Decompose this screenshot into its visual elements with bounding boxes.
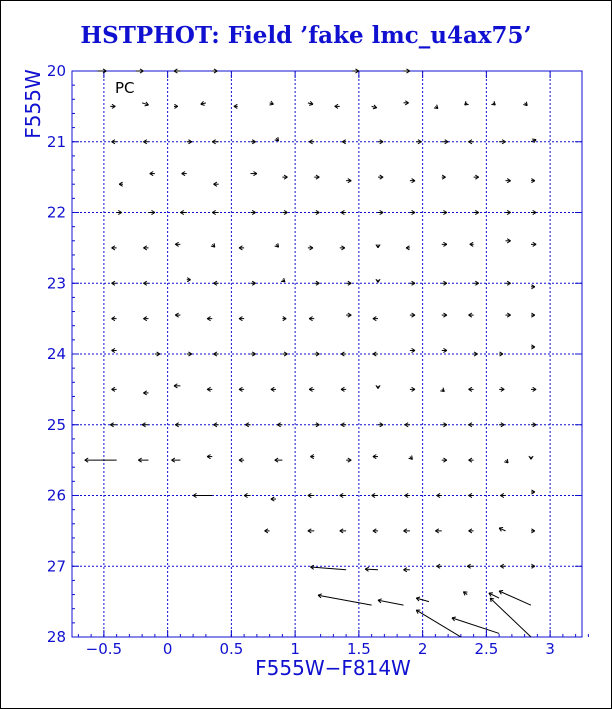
vector-162 <box>271 497 276 501</box>
vector-head-1 <box>434 108 438 109</box>
vector-78 <box>187 278 191 282</box>
vector-94 <box>239 317 244 321</box>
vector-104 <box>112 348 117 352</box>
vector-85 <box>410 281 415 285</box>
vector-61 <box>531 210 536 214</box>
vector-head-1 <box>281 281 285 282</box>
vector-head-1 <box>452 617 456 618</box>
vector-37 <box>214 182 219 186</box>
vector-154 <box>373 454 378 458</box>
vector-153 <box>346 458 351 462</box>
y-axis-label: F555W <box>21 69 45 139</box>
vector-shaft <box>378 600 404 605</box>
vector-100 <box>442 313 447 317</box>
vector-130 <box>499 387 504 391</box>
y-tick-label-6: 26 <box>46 486 66 505</box>
vector-57 <box>410 210 415 214</box>
vector-51 <box>212 210 218 214</box>
vector-54 <box>314 210 319 214</box>
vector-150 <box>239 458 244 462</box>
vector-108 <box>251 352 256 356</box>
vector-123 <box>271 387 276 391</box>
vector-121 <box>207 387 212 391</box>
vector-18 <box>491 101 495 105</box>
vector-95 <box>282 317 286 321</box>
vector-56 <box>378 210 383 214</box>
y-tick-label-8: 28 <box>46 628 66 646</box>
vector-29 <box>416 140 421 144</box>
vector-92 <box>175 313 180 317</box>
y-tick-label-3: 23 <box>46 274 66 293</box>
vector-64 <box>175 242 180 246</box>
vector-12 <box>308 101 313 105</box>
vector-79 <box>214 281 219 285</box>
vector-119 <box>143 391 148 395</box>
vector-47 <box>531 179 535 183</box>
vector-5 <box>404 69 410 73</box>
vector-head-1 <box>491 104 495 105</box>
vector-head-1 <box>309 104 313 105</box>
vector-head-1 <box>318 594 322 595</box>
vector-74 <box>506 239 511 243</box>
vector-87 <box>474 281 479 285</box>
vector-143 <box>469 423 474 427</box>
vector-70 <box>376 244 380 248</box>
vector-34 <box>119 182 123 186</box>
vector-165 <box>372 493 378 497</box>
vector-head-1 <box>373 108 377 109</box>
vector-76 <box>112 281 117 285</box>
y-tick-label-2: 22 <box>46 203 66 222</box>
vector-82 <box>314 281 319 285</box>
vector-177 <box>469 529 474 533</box>
vector-77 <box>143 281 148 285</box>
vector-93 <box>207 317 212 321</box>
vector-110 <box>314 352 319 356</box>
vectors <box>85 69 536 637</box>
vector-195 <box>490 598 531 637</box>
vector-106 <box>187 352 192 356</box>
vector-97 <box>346 313 351 317</box>
vector-188 <box>378 599 404 605</box>
vector-194 <box>452 617 499 633</box>
vector-38 <box>251 171 257 175</box>
vector-117 <box>531 345 535 349</box>
vector-41 <box>346 179 351 183</box>
vector-173 <box>340 529 346 533</box>
vector-53 <box>282 210 287 214</box>
vector-152 <box>310 454 314 458</box>
vector-head-1 <box>499 590 503 591</box>
vector-42 <box>378 175 383 179</box>
vector-68 <box>308 246 313 250</box>
vector-86 <box>442 281 447 285</box>
vector-136 <box>245 423 250 427</box>
vector-69 <box>340 246 345 250</box>
vector-168 <box>469 493 474 497</box>
vector-192 <box>499 590 531 605</box>
x-tick-label-6: 2.5 <box>474 640 499 658</box>
vector-141 <box>405 423 410 427</box>
vector-170 <box>531 490 535 494</box>
vector-175 <box>404 529 410 533</box>
vector-160 <box>193 493 212 497</box>
vector-142 <box>442 423 447 427</box>
vector-3 <box>212 69 217 73</box>
x-tick-label-0: −0.5 <box>85 640 123 658</box>
vector-9 <box>201 101 206 105</box>
vector-187 <box>318 594 372 605</box>
vector-0 <box>98 69 107 73</box>
vector-20 <box>112 140 117 144</box>
vector-184 <box>467 564 473 568</box>
vector-65 <box>211 243 215 247</box>
vector-15 <box>404 101 409 105</box>
vector-157 <box>469 458 474 462</box>
vector-14 <box>372 105 377 109</box>
vector-186 <box>531 564 535 568</box>
vector-32 <box>499 140 505 144</box>
vector-182 <box>404 568 410 572</box>
vector-44 <box>442 175 446 179</box>
vector-158 <box>504 459 508 463</box>
vector-shaft <box>365 569 378 570</box>
vector-115 <box>474 352 478 356</box>
y-tick-label-7: 27 <box>46 557 66 576</box>
vector-151 <box>275 458 283 462</box>
vector-155 <box>409 455 413 459</box>
vector-134 <box>175 423 180 427</box>
vector-16 <box>434 105 438 109</box>
vector-139 <box>341 423 346 427</box>
vector-83 <box>346 281 351 285</box>
vector-149 <box>207 454 212 458</box>
vector-17 <box>465 101 469 105</box>
vector-148 <box>171 458 180 462</box>
vector-120 <box>174 384 180 388</box>
y-tick-label-4: 24 <box>46 345 66 363</box>
vector-24 <box>251 140 256 144</box>
vector-125 <box>341 387 346 391</box>
vector-40 <box>314 175 319 179</box>
vector-43 <box>410 179 415 183</box>
vector-head-0 <box>532 139 536 140</box>
vector-107 <box>214 352 219 356</box>
vector-58 <box>442 210 447 214</box>
vector-103 <box>531 313 535 317</box>
x-tick-label-5: 2 <box>417 640 428 658</box>
vector-127 <box>410 387 415 391</box>
vector-50 <box>180 210 186 214</box>
vector-60 <box>506 210 511 214</box>
vector-62 <box>112 246 117 250</box>
vector-28 <box>378 140 383 144</box>
vector-67 <box>275 243 279 247</box>
vector-122 <box>239 387 244 391</box>
vector-head-1 <box>499 528 503 529</box>
vector-6 <box>110 104 115 108</box>
vector-126 <box>376 385 380 388</box>
vector-185 <box>500 564 505 568</box>
vector-46 <box>506 179 511 183</box>
vector-head-1 <box>270 104 274 105</box>
vector-shaft <box>490 598 531 637</box>
vector-4 <box>353 69 359 73</box>
vector-81 <box>281 278 285 282</box>
vector-11 <box>270 101 274 105</box>
vector-88 <box>506 281 511 285</box>
vector-124 <box>309 387 314 391</box>
vector-30 <box>442 140 448 144</box>
vector-head-1 <box>378 599 382 600</box>
vector-174 <box>373 529 378 533</box>
vector-178 <box>499 528 505 532</box>
vector-55 <box>341 210 346 214</box>
vector-169 <box>500 493 505 497</box>
vector-head-1 <box>440 391 444 392</box>
vector-118 <box>112 387 117 391</box>
y-tick-label-1: 21 <box>46 132 66 151</box>
vector-10 <box>234 104 238 108</box>
vector-head-0 <box>201 104 205 105</box>
vector-132 <box>110 423 116 427</box>
vector-179 <box>531 529 535 533</box>
vector-129 <box>469 387 474 391</box>
vector-head-1 <box>416 597 420 598</box>
vector-80 <box>251 281 256 285</box>
vector-133 <box>142 423 148 427</box>
vector-90 <box>112 317 117 321</box>
vector-22 <box>187 140 192 144</box>
vector-89 <box>531 285 535 289</box>
vector-114 <box>442 348 447 352</box>
vector-shaft <box>452 618 499 634</box>
x-tick-label-1: 0 <box>162 640 173 658</box>
vector-27 <box>342 140 346 144</box>
vector-147 <box>138 458 148 462</box>
vector-35 <box>150 171 155 175</box>
vector-1 <box>136 69 144 73</box>
vector-128 <box>440 388 444 392</box>
vector-shaft <box>318 595 372 605</box>
vector-8 <box>174 104 178 108</box>
vector-96 <box>309 317 314 321</box>
vector-19 <box>523 102 527 106</box>
vector-63 <box>143 246 148 250</box>
vector-144 <box>499 423 504 427</box>
vector-146 <box>85 458 117 462</box>
vector-23 <box>212 140 218 144</box>
y-tick-label-5: 25 <box>46 415 66 434</box>
vector-159 <box>529 456 533 459</box>
vector-52 <box>251 210 256 214</box>
vector-73 <box>470 242 474 246</box>
y-tick-labels <box>47 62 66 646</box>
vector-shaft <box>499 591 531 605</box>
vector-102 <box>506 313 511 317</box>
vector-39 <box>282 175 287 179</box>
vector-59 <box>474 210 479 214</box>
vector-161 <box>244 493 250 497</box>
x-tick-label-3: 1 <box>290 640 300 658</box>
vector-33 <box>531 139 536 143</box>
vector-48 <box>117 210 122 214</box>
vector-shaft <box>310 567 346 570</box>
grid-lines <box>72 71 582 637</box>
vector-137 <box>277 423 282 427</box>
chart-title: HSTPHOT: Field ’fake lmc_u4ax75’ <box>80 22 532 49</box>
x-axis-label: F555W−F814W <box>255 656 411 680</box>
vector-191 <box>489 593 499 598</box>
vector-72 <box>442 242 447 246</box>
vector-163 <box>308 493 314 497</box>
vector-7 <box>142 102 148 106</box>
vector-head-1 <box>145 105 149 106</box>
x-tick-label-4: 1.5 <box>346 640 371 658</box>
vector-101 <box>469 313 474 317</box>
vector-31 <box>469 140 474 144</box>
vector-21 <box>143 140 148 144</box>
vector-166 <box>405 493 410 497</box>
vector-2 <box>174 69 180 73</box>
vector-116 <box>499 352 503 356</box>
vector-45 <box>474 175 479 179</box>
vector-91 <box>143 317 148 321</box>
vector-66 <box>239 246 244 250</box>
y-tick-label-0: 20 <box>46 62 66 80</box>
vector-167 <box>437 493 442 497</box>
vector-111 <box>341 352 346 356</box>
vector-181 <box>365 567 378 571</box>
vector-140 <box>378 423 383 427</box>
vector-176 <box>435 529 441 533</box>
vector-113 <box>410 348 415 352</box>
vector-36 <box>182 171 187 175</box>
vector-131 <box>531 387 536 391</box>
vector-109 <box>282 352 287 356</box>
panel-label: PC <box>115 79 135 97</box>
vector-75 <box>531 242 536 246</box>
vector-105 <box>155 352 160 356</box>
vector-84 <box>376 279 380 282</box>
vector-112 <box>373 352 378 356</box>
vector-25 <box>275 137 279 141</box>
vector-172 <box>308 529 314 533</box>
vector-183 <box>437 564 442 568</box>
vector-13 <box>335 104 340 108</box>
vector-99 <box>410 313 415 317</box>
vector-98 <box>373 317 378 321</box>
vector-138 <box>314 423 319 427</box>
vector-145 <box>531 423 536 427</box>
vector-190 <box>463 592 467 596</box>
x-tick-label-7: 3 <box>545 640 555 658</box>
vector-156 <box>442 458 447 462</box>
vector-49 <box>149 210 155 214</box>
vector-135 <box>214 423 219 427</box>
vector-164 <box>340 493 346 497</box>
vector-71 <box>406 246 410 250</box>
vector-171 <box>265 529 270 533</box>
vector-26 <box>309 140 314 144</box>
x-tick-label-2: 0.5 <box>219 640 244 658</box>
